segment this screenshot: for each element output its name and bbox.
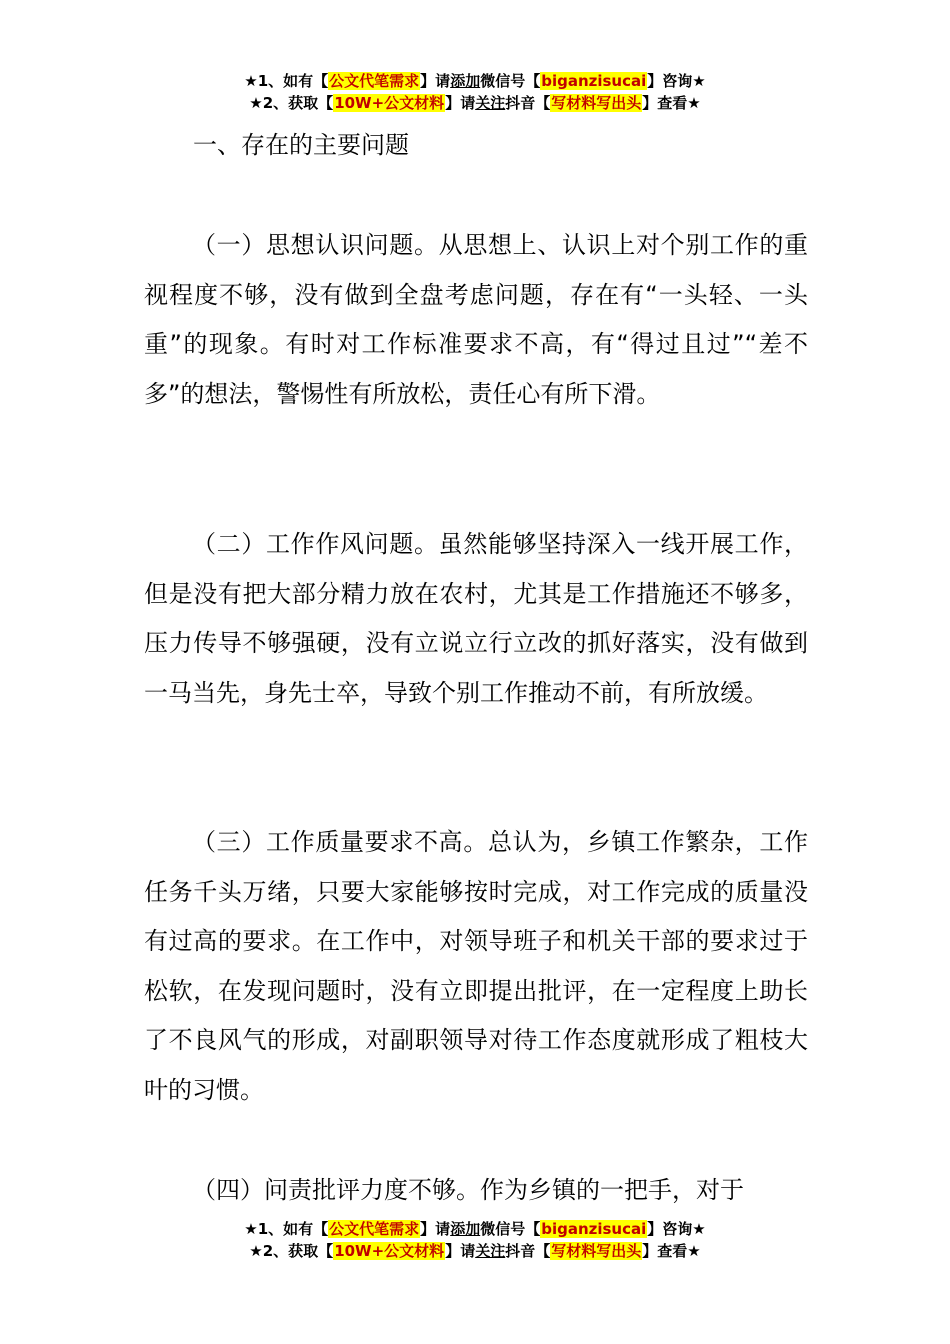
banner-highlight-materials: 10W+公文材料 xyxy=(334,1242,445,1260)
banner-highlight-wechat-id: biganzisucai xyxy=(541,72,647,90)
paragraph-work-style: （二）工作作风问题。虽然能够坚持深入一线开展工作，但是没有把大部分精力放在农村，尤其是工作措施还不够多，压力传导不够强硬，没有立说立行立改的抓好落实，没有做到一马当先，身先士卒，导致个别工作推动不前，有所放缓。 xyxy=(144,530,808,707)
header-banner-line-1 xyxy=(0,70,950,92)
footer-banner xyxy=(0,1218,950,1262)
paragraph-work-quality: （三）工作质量要求不高。总认为，乡镇工作繁杂，工作任务千头万绪，只要大家能够按时完成，对工作完成的质量没有过高的要求。在工作中，对领导班子和机关干部的要求过于松软，在发现问题时，没有立即提出批评，在一定程度上助长了不良风气的形成，对副职领导对待工作态度就形成了粗枝大叶的习惯。 xyxy=(144,828,808,1104)
banner-suffix: 】查看★ xyxy=(642,94,701,112)
banner-prefix: ★2、获取【 xyxy=(249,1242,334,1260)
footer-banner-line-2 xyxy=(0,1240,950,1262)
banner-prefix: ★1、如有【 xyxy=(244,1220,329,1238)
banner-highlight-service: 公文代笔需求 xyxy=(329,1220,420,1238)
footer-banner-line-1 xyxy=(0,1218,950,1240)
banner-text: 】请 xyxy=(420,1220,451,1238)
banner-text: 】请 xyxy=(420,72,451,90)
banner-highlight-douyin-id: 写材料写出头 xyxy=(551,94,642,112)
banner-underlined-text: 添加 xyxy=(450,72,481,90)
banner-highlight-wechat-id: biganzisucai xyxy=(541,1220,647,1238)
banner-text: 微信号【 xyxy=(480,1220,541,1238)
banner-text: 抖音【 xyxy=(505,1242,551,1260)
banner-suffix: 】咨询★ xyxy=(647,72,706,90)
banner-text: 】请 xyxy=(445,94,476,112)
section-heading: 一、存在的主要问题 xyxy=(193,131,409,159)
banner-highlight-materials: 10W+公文材料 xyxy=(334,94,445,112)
banner-prefix: ★2、获取【 xyxy=(249,94,334,112)
banner-text: 】请 xyxy=(445,1242,476,1260)
banner-suffix: 】查看★ xyxy=(642,1242,701,1260)
banner-highlight-service: 公文代笔需求 xyxy=(329,72,420,90)
banner-underlined-text: 关注 xyxy=(475,1242,506,1260)
paragraph-accountability: （四）问责批评力度不够。作为乡镇的一把手，对于 xyxy=(192,1176,744,1204)
banner-text: 抖音【 xyxy=(505,94,551,112)
banner-suffix: 】咨询★ xyxy=(647,1220,706,1238)
banner-highlight-douyin-id: 写材料写出头 xyxy=(551,1242,642,1260)
paragraph-thinking-awareness: （一）思想认识问题。从思想上、认识上对个别工作的重视程度不够，没有做到全盘考虑问题，存在有“一头轻、一头重”的现象。有时对工作标准要求不高，有“得过且过”“差不多”的想法，警惕性有所放松，责任心有所下滑。 xyxy=(144,231,808,408)
banner-underlined-text: 关注 xyxy=(475,94,506,112)
banner-prefix: ★1、如有【 xyxy=(244,72,329,90)
banner-text: 微信号【 xyxy=(480,72,541,90)
banner-underlined-text: 添加 xyxy=(450,1220,481,1238)
header-banner xyxy=(0,70,950,114)
header-banner-line-2 xyxy=(0,92,950,114)
